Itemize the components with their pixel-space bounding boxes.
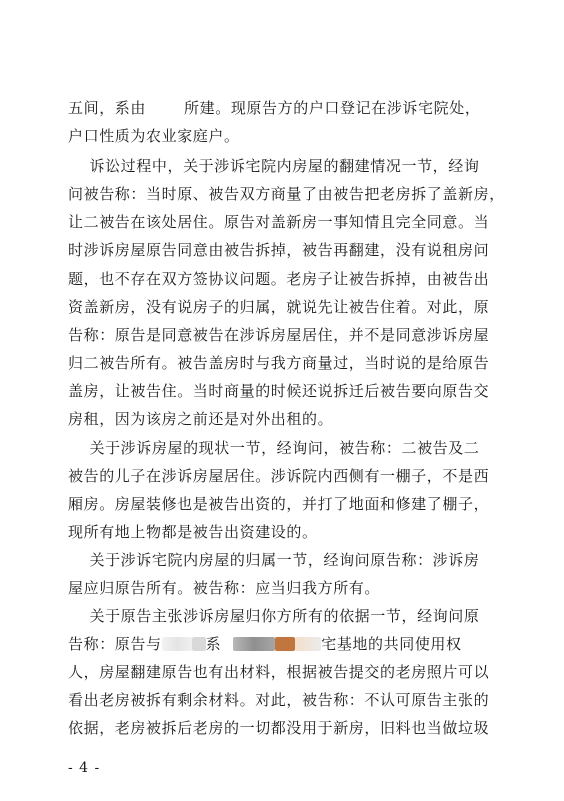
redaction-mark	[162, 637, 192, 651]
text-line: 关于原告主张涉诉房屋归你方所有的依据一节，经询问原	[68, 607, 480, 625]
text-line: 厢房。房屋装修也是被告出资的，并打了地面和修建了棚子，	[68, 495, 490, 513]
text-line: 人，房屋翻建原告也有出材料，根据被告提交的老房照片可以	[68, 663, 490, 681]
page-number: - 4 -	[68, 760, 101, 776]
text-line: 关于涉诉宅院内房屋的归属一节，经询问原告称：涉诉房	[68, 551, 480, 569]
text-line: 时涉诉房屋原告同意由被告拆掉，被告再翻建，没有说租房问	[68, 241, 490, 259]
text-span: 系	[205, 635, 222, 653]
text-line: 让二被告在该处居住。原告对盖新房一事知情且完全同意。当	[68, 213, 490, 231]
text-line: 诉讼过程中，关于涉诉宅院内房屋的翻建情况一节，经询	[68, 157, 480, 175]
redaction-mark	[146, 101, 184, 115]
text-line: 被告的儿子在涉诉房屋居住。涉诉院内西侧有一棚子，不是西	[68, 467, 490, 485]
text-span: 宅基地的共同使用权	[321, 635, 462, 653]
text-line: 房租，因为该房之前还是对外出租的。	[68, 410, 334, 428]
text-line: 告称：原告是同意被告在涉诉房屋居住，并不是同意涉诉房屋	[68, 326, 490, 344]
text-line: 资盖新房，没有说房子的归属，就说先让被告住着。对此，原	[68, 298, 490, 316]
text-line: 关于涉诉房屋的现状一节，经询问，被告称：二被告及二	[68, 439, 480, 457]
redaction-mark	[192, 637, 206, 651]
redaction-mark	[233, 637, 275, 651]
text-span: 所建。现原告方的户口登记在涉诉宅院处，	[184, 99, 481, 117]
redaction-mark	[295, 637, 321, 651]
text-line	[68, 634, 462, 654]
text-line: 依据，老房被拆后老房的一切都没用于新房，旧料也当做垃圾	[68, 719, 490, 737]
text-line: 归二被告所有。被告盖房时与我方商量过，当时说的是给原告	[68, 354, 490, 372]
text-span: 告称：原告与	[68, 635, 162, 653]
redaction-mark	[221, 637, 233, 651]
text-line: 题，也不存在双方签协议问题。老房子让被告拆掉，由被告出	[68, 270, 490, 288]
text-span: 五间，系由	[68, 99, 147, 117]
redaction-mark	[275, 637, 295, 651]
text-line: 户口性质为农业家庭户。	[68, 127, 240, 145]
text-line: 屋应归原告所有。被告称：应当归我方所有。	[68, 579, 381, 597]
text-line: 看出老房被拆有剩余材料。对此，被告称：不认可原告主张的	[68, 691, 490, 709]
text-line	[68, 98, 480, 118]
text-line: 问被告称：当时原、被告双方商量了由被告把老房拆了盖新房，	[68, 185, 505, 203]
text-line: 现所有地上物都是被告出资建设的。	[68, 523, 318, 541]
text-line: 盖房，让被告住。当时商量的时候还说拆迁后被告要向原告交	[68, 382, 490, 400]
